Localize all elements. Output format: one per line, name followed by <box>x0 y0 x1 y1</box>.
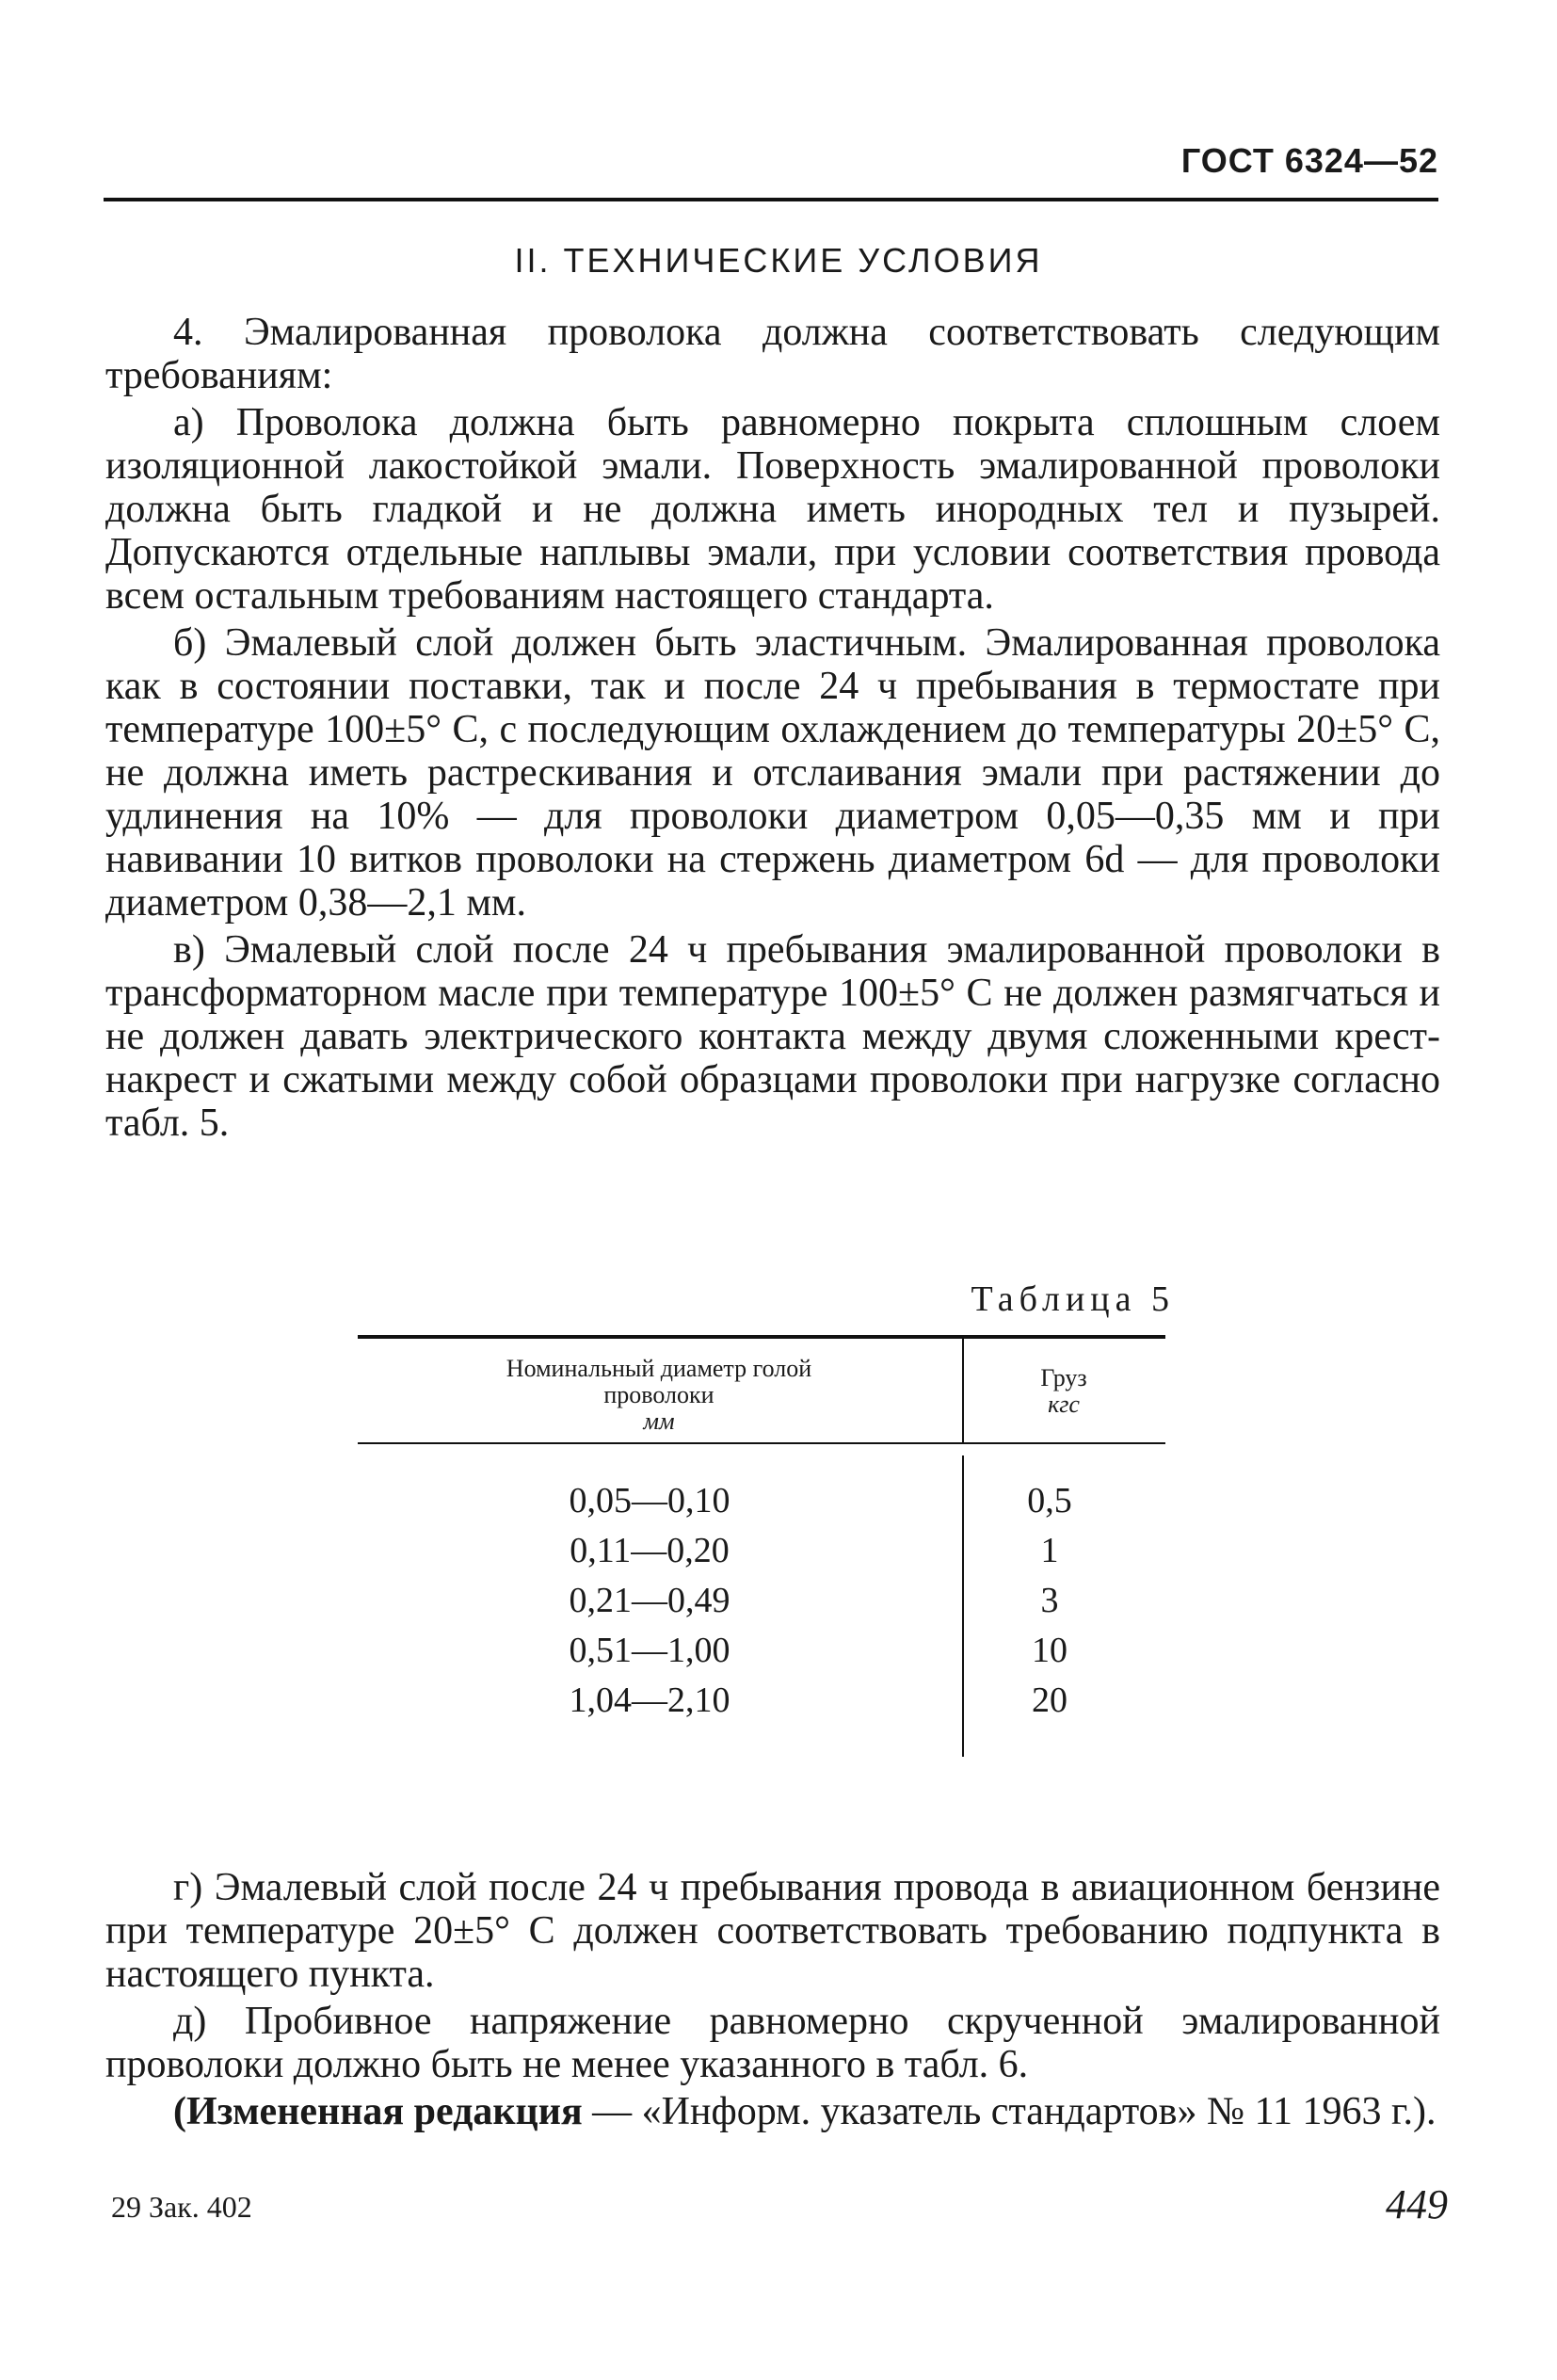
body-text-top <box>105 311 1440 1145</box>
paragraph-4: 4. Эмалированная проволока должна соответствовать следующим требованиям: <box>105 311 1440 397</box>
standard-code: ГОСТ 6324—52 <box>1180 141 1438 180</box>
table-cell-diameter: 1,04—2,10 <box>569 1680 730 1720</box>
table-cell-load: 0,5 <box>1027 1481 1072 1520</box>
table-header-diameter-line1: Номинальный диаметр голой <box>506 1355 812 1382</box>
table-cell-load: 1 <box>1040 1531 1059 1570</box>
table-column-diameter <box>508 1476 791 1726</box>
print-order-number: 29 Зак. 402 <box>111 2190 252 2224</box>
header-divider <box>104 198 1438 201</box>
section-title: II. ТЕХНИЧЕСКИЕ УСЛОВИЯ <box>514 241 1043 280</box>
page-number: 449 <box>1386 2181 1448 2227</box>
table-cell-load: 10 <box>1032 1631 1067 1670</box>
table-cell-load: 3 <box>1040 1581 1059 1620</box>
paragraph-v: в) Эмалевый слой после 24 ч пребывания эмалированной проволоки в трансформаторном масле при температуре 100±5° С не должен размягчаться и не должен давать электрического контакта между двумя сложенными крест-накрест и сжатыми между собой образцами проволоки при нагрузке согласно табл. 5. <box>105 928 1440 1145</box>
table-header-load-unit: кгс <box>1048 1391 1080 1418</box>
paragraph-b: б) Эмалевый слой должен быть эластичным. Эмалированная проволока как в состоянии поставки, так и после 24 ч пребывания в термостате при температуре 100±5° С, с последующим охлаждением до температуры 20±5° С, не должна иметь растрескивания и отслаивания эмали при растяжении до удлинения на 10% — для проволоки диаметром 0,05—0,35 мм и при навивании 10 витков проволоки на стержень диаметром 6d — для проволоки диаметром 0,38—2,1 мм. <box>105 621 1440 925</box>
paragraph-g: г) Эмалевый слой после 24 ч пребывания провода в авиационном бензине при температуре 20±5° С должен соответствовать требованию подпункта в настоящего пункта. <box>105 1866 1440 1996</box>
table-header-diameter-unit: мм <box>643 1407 675 1435</box>
amendment-note <box>105 2090 1440 2133</box>
table-header-rule <box>358 1442 1165 1444</box>
table-cell-diameter: 0,05—0,10 <box>569 1481 730 1520</box>
table-header-diameter <box>452 1356 866 1435</box>
table-header-divider <box>962 1337 964 1442</box>
table-caption: Таблица 5 <box>971 1279 1175 1319</box>
paragraph-a: а) Проволока должна быть равномерно покрыта сплошным слоем изоляционной лакостойкой эмали. Поверхность эмалированной проволоки должна быть гладкой и не должна иметь инородных тел и пузырей. Допускаются отдельные наплывы эмали, при условии соответствия провода всем остальным требованиям настоящего стандарта. <box>105 401 1440 618</box>
table-cell-diameter: 0,11—0,20 <box>570 1531 730 1570</box>
table-body-divider <box>962 1455 964 1757</box>
table-cell-load: 20 <box>1032 1680 1067 1720</box>
table-column-load <box>979 1476 1120 1726</box>
table-cell-diameter: 0,51—1,00 <box>569 1631 730 1670</box>
amendment-reference: — «Информ. указатель стандартов» № 11 1963 г.). <box>582 2090 1437 2133</box>
amendment-label: (Измененная редакция <box>173 2090 583 2133</box>
table-header-load-label: Груз <box>1040 1364 1087 1391</box>
table-header-diameter-line2: проволоки <box>603 1381 714 1408</box>
body-text-bottom <box>105 1866 1440 2133</box>
table-header-load <box>979 1365 1148 1418</box>
paragraph-d: д) Пробивное напряжение равномерно скрученной эмалированной проволоки должно быть не менее указанного в табл. 6. <box>105 2000 1440 2086</box>
table-cell-diameter: 0,21—0,49 <box>569 1581 730 1620</box>
table-top-rule <box>358 1335 1165 1339</box>
